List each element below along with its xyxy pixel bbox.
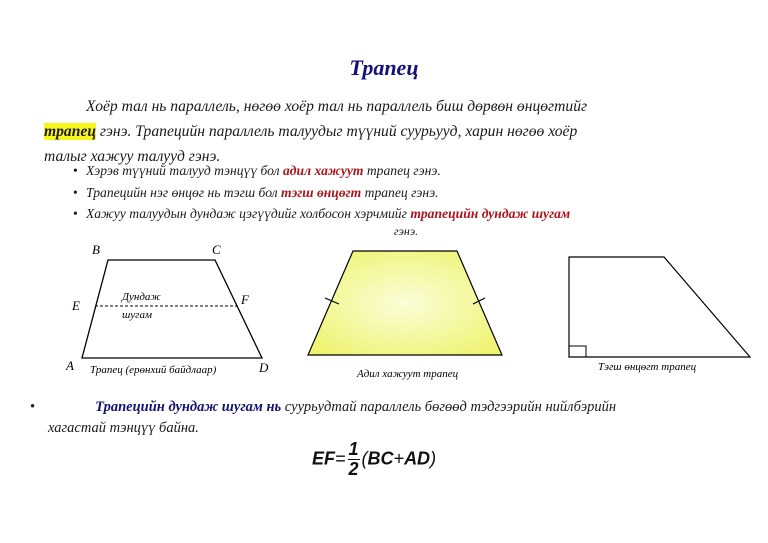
formula-bc: BC bbox=[367, 448, 394, 469]
bullet-icon: • bbox=[73, 206, 78, 221]
formula-close-paren: ) bbox=[430, 448, 437, 469]
list-item: • Хэрэв түүний талууд тэнцүү бол адил хажуут трапец гэнэ. bbox=[86, 160, 726, 182]
formula-lhs: EF bbox=[312, 448, 336, 469]
definition-line-1: Хоёр тал нь параллель, нөгөө хоёр тал нь параллель биш дөрвөн өнцөгтийг bbox=[86, 98, 588, 115]
vertex-c-label: C bbox=[212, 242, 221, 257]
formula-open-paren: ( bbox=[361, 448, 368, 469]
formula-plus: + bbox=[393, 448, 405, 469]
bullet-list bbox=[73, 160, 726, 238]
theorem-bold-text: Трапецийн дундаж шугам нь bbox=[95, 399, 282, 415]
bullet-continuation: гэнэ. bbox=[393, 224, 419, 238]
right-trapezoid-shape bbox=[569, 257, 750, 357]
right-trapezoid-caption: Тэгш өнцөгт трапец bbox=[598, 361, 697, 373]
vertex-d-label: D bbox=[259, 360, 269, 375]
isosceles-term: адил хажуут bbox=[282, 163, 364, 178]
theorem-text: суурьудтай параллель бөгөөд тэдгээрийн нийлбэрийн bbox=[281, 399, 617, 415]
right-trapezoid-term: тэгш өнцөгт bbox=[281, 185, 362, 200]
vertex-a-label: A bbox=[66, 358, 74, 373]
list-item: • Хажуу талуудын дундаж цэгүүдийг холбосон хэрчмийг трапецийн дундаж шугам гэнэ. bbox=[86, 204, 726, 238]
general-trapezoid-figure bbox=[60, 238, 300, 380]
midline-label: шугам bbox=[122, 309, 152, 321]
right-trapezoid-figure bbox=[560, 250, 760, 375]
formula-fraction bbox=[348, 440, 360, 479]
fraction-numerator: 1 bbox=[348, 439, 359, 459]
isosceles-trapezoid-figure bbox=[305, 242, 515, 382]
isosceles-trapezoid-caption: Адил хажуут трапец bbox=[357, 368, 459, 380]
bullet-icon: • bbox=[30, 399, 36, 415]
formula-equals: = bbox=[335, 448, 346, 469]
midline-theorem bbox=[30, 397, 730, 439]
right-angle-marker bbox=[569, 346, 586, 357]
midline-label: Дундаж bbox=[122, 291, 161, 303]
vertex-b-label: B bbox=[92, 242, 100, 257]
midline-formula bbox=[312, 440, 436, 479]
point-f-label: F bbox=[241, 292, 249, 307]
theorem-text-line-2: хагастай тэнцүү байна. bbox=[48, 420, 199, 436]
general-trapezoid-shape bbox=[82, 260, 262, 358]
midline-term: трапецийн дундаж шугам bbox=[410, 206, 571, 221]
definition-paragraph bbox=[44, 94, 734, 169]
bullet-icon: • bbox=[73, 185, 78, 200]
definition-line-3: талыг хажуу талууд гэнэ. bbox=[44, 148, 221, 165]
fraction-denominator: 2 bbox=[348, 459, 359, 479]
page-title: Трапец bbox=[349, 55, 419, 80]
definition-line-2: гэнэ. Трапецийн параллель талуудыг түүний суурьууд, харин нөгөө хоёр bbox=[96, 123, 578, 140]
point-e-label: E bbox=[72, 298, 80, 313]
bullet-icon: • bbox=[73, 163, 78, 178]
list-item: • Трапецийн нэг өнцөг нь тэгш бол тэгш өнцөгт трапец гэнэ. bbox=[86, 182, 726, 204]
general-trapezoid-caption: Трапец (ерөнхий байдлаар) bbox=[90, 364, 217, 376]
definition-term: трапец bbox=[44, 123, 96, 140]
formula-ad: AD bbox=[404, 448, 431, 469]
